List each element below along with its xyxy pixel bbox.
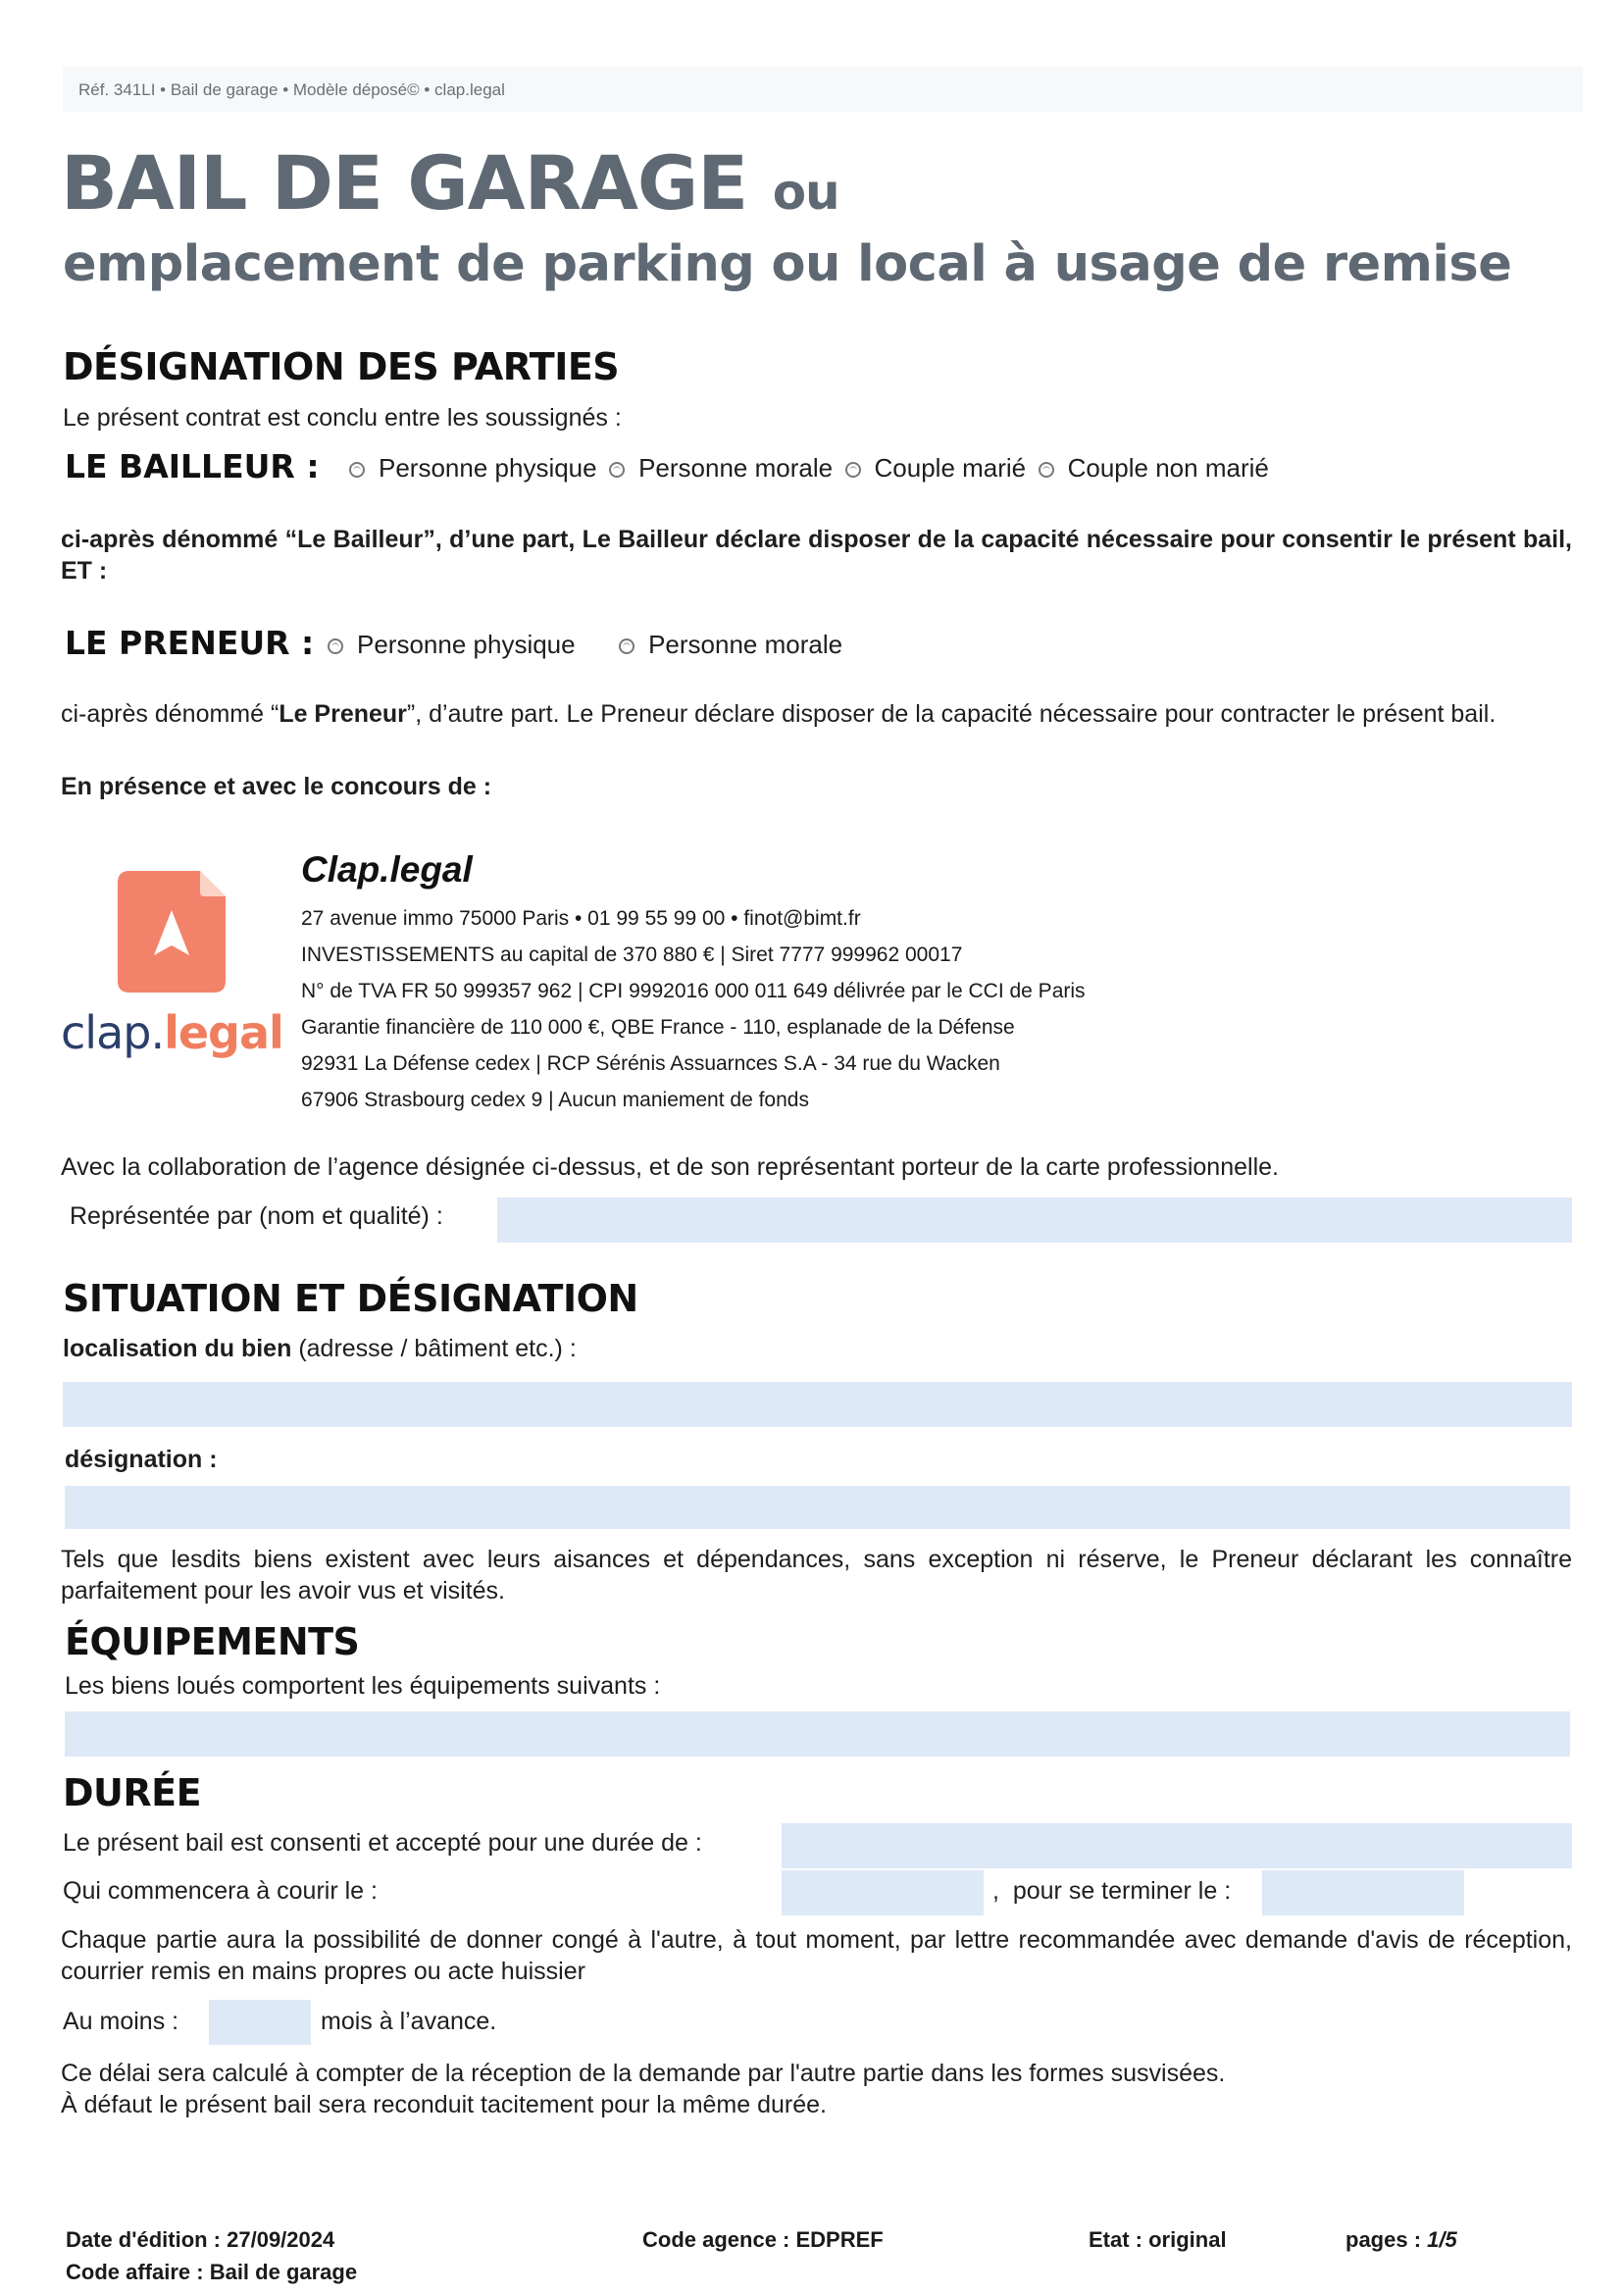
footer-etat: Etat : original	[1089, 2227, 1227, 2252]
clap-legal-logo-text: clap.legal	[61, 1006, 283, 1059]
agency-tva-line: N° de TVA FR 50 999357 962 | CPI 9992016 000 011 649 délivrée par le CCI de Paris	[301, 980, 1086, 1002]
represented-label: Représentée par (nom et qualité) :	[70, 1202, 443, 1230]
duration-input[interactable]	[782, 1823, 1572, 1868]
agency-guarantee-line: Garantie financière de 110 000 €, QBE France - 110, esplanade de la Défense	[301, 1016, 1015, 1039]
radio-icon[interactable]	[609, 462, 625, 478]
conge-text: Chaque partie aura la possibilité de donner congé à l'autre, à tout moment, par lettre recommandée avec demande d'avis de réception, courrier remis en mains propres ou acte huissier	[61, 1926, 1572, 1985]
title-text: BAIL DE GARAGE	[61, 139, 748, 227]
notice-months-input[interactable]	[209, 2000, 311, 2045]
renewal-text: À défaut le présent bail sera reconduit tacitement pour la même durée.	[61, 2091, 827, 2118]
end-label: , pour se terminer le :	[992, 1877, 1232, 1905]
situation-heading: SITUATION ET DÉSIGNATION	[63, 1277, 638, 1320]
location-label: localisation du bien (adresse / bâtiment etc.) :	[63, 1335, 577, 1362]
footer-code-agence: Code agence : EDPREF	[642, 2227, 884, 2252]
notice-suffix: mois à l’avance.	[321, 2008, 497, 2035]
end-date-input[interactable]	[1262, 1870, 1464, 1915]
equipements-text: Les biens loués comportent les équipements suivants :	[65, 1672, 661, 1700]
presence-label: En présence et avec le concours de :	[61, 773, 492, 800]
duree-heading: DURÉE	[63, 1771, 202, 1814]
clap-legal-logo-icon	[118, 871, 226, 993]
designation-input[interactable]	[65, 1486, 1570, 1529]
agency-name: Clap.legal	[301, 849, 473, 890]
document-title	[61, 139, 839, 227]
bailleur-label: LE BAILLEUR :	[65, 447, 320, 485]
equipements-input[interactable]	[65, 1711, 1570, 1757]
document-reference: Réf. 341LI • Bail de garage • Modèle déposé© • clap.legal	[78, 80, 505, 99]
bailleur-option-couple-marie[interactable]: Couple marié	[845, 453, 1027, 484]
radio-icon[interactable]	[328, 638, 343, 654]
radio-icon[interactable]	[845, 462, 861, 478]
agency-funds-line: 67906 Strasbourg cedex 9 | Aucun maniement de fonds	[301, 1089, 809, 1111]
preneur-declaration: ci-après dénommé “Le Preneur”, d’autre part. Le Preneur déclare disposer de la capacité nécessaire pour contracter le présent bail.	[61, 700, 1497, 728]
delay-text: Ce délai sera calculé à compter de la réception de la demande par l'autre partie dans les formes susvisées.	[61, 2060, 1226, 2087]
preneur-option-personne-physique[interactable]: Personne physique	[328, 630, 576, 660]
bailleur-option-personne-morale[interactable]: Personne morale	[609, 453, 833, 484]
notice-label: Au moins :	[63, 2008, 179, 2035]
preneur-label: LE PRENEUR :	[65, 624, 315, 662]
bailleur-option-couple-non-marie[interactable]: Couple non marié	[1039, 453, 1269, 484]
footer-pages: pages : 1/5	[1345, 2227, 1457, 2252]
footer-edition-date: Date d'édition : 27/09/2024	[66, 2227, 335, 2252]
footer-code-affaire: Code affaire : Bail de garage	[66, 2260, 358, 2284]
preneur-type-options	[328, 630, 842, 660]
start-date-input[interactable]	[782, 1870, 984, 1915]
bailleur-declaration: ci-après dénommé “Le Bailleur”, d’une part, Le Bailleur déclare disposer de la capacité nécessaire pour consentir le présent bail, ET :	[61, 526, 1572, 585]
parties-heading: DÉSIGNATION DES PARTIES	[63, 345, 620, 388]
preneur-option-personne-morale[interactable]: Personne morale	[619, 630, 842, 660]
collaboration-text: Avec la collaboration de l’agence désignée ci-dessus, et de son représentant porteur de la carte professionnelle.	[61, 1153, 1279, 1181]
document-subtitle: emplacement de parking ou local à usage de remise	[63, 235, 1512, 293]
agency-rcp-line: 92931 La Défense cedex | RCP Sérénis Assuarnces S.A - 34 rue du Wacken	[301, 1052, 1000, 1075]
agency-capital-line: INVESTISSEMENTS au capital de 370 880 € | Siret 7777 999962 00017	[301, 943, 963, 966]
bailleur-option-personne-physique[interactable]: Personne physique	[349, 453, 597, 484]
radio-icon[interactable]	[1039, 462, 1054, 478]
radio-icon[interactable]	[619, 638, 634, 654]
title-suffix: ou	[772, 164, 839, 221]
bailleur-type-options	[349, 453, 1428, 484]
equipements-heading: ÉQUIPEMENTS	[65, 1620, 360, 1663]
agency-address-line: 27 avenue immo 75000 Paris • 01 99 55 99 00 • finot@bimt.fr	[301, 907, 861, 930]
start-label: Qui commencera à courir le :	[63, 1877, 378, 1905]
radio-icon[interactable]	[349, 462, 365, 478]
duration-label: Le présent bail est consenti et accepté pour une durée de :	[63, 1829, 702, 1857]
location-input[interactable]	[63, 1382, 1572, 1427]
represented-input[interactable]	[497, 1198, 1572, 1243]
situation-text: Tels que lesdits biens existent avec leurs aisances et dépendances, sans exception ni réserve, le Preneur déclarant les connaître parfaitement pour les avoir vus et visités.	[61, 1546, 1572, 1605]
designation-label: désignation :	[65, 1446, 218, 1473]
parties-intro: Le présent contrat est conclu entre les soussignés :	[63, 404, 622, 432]
